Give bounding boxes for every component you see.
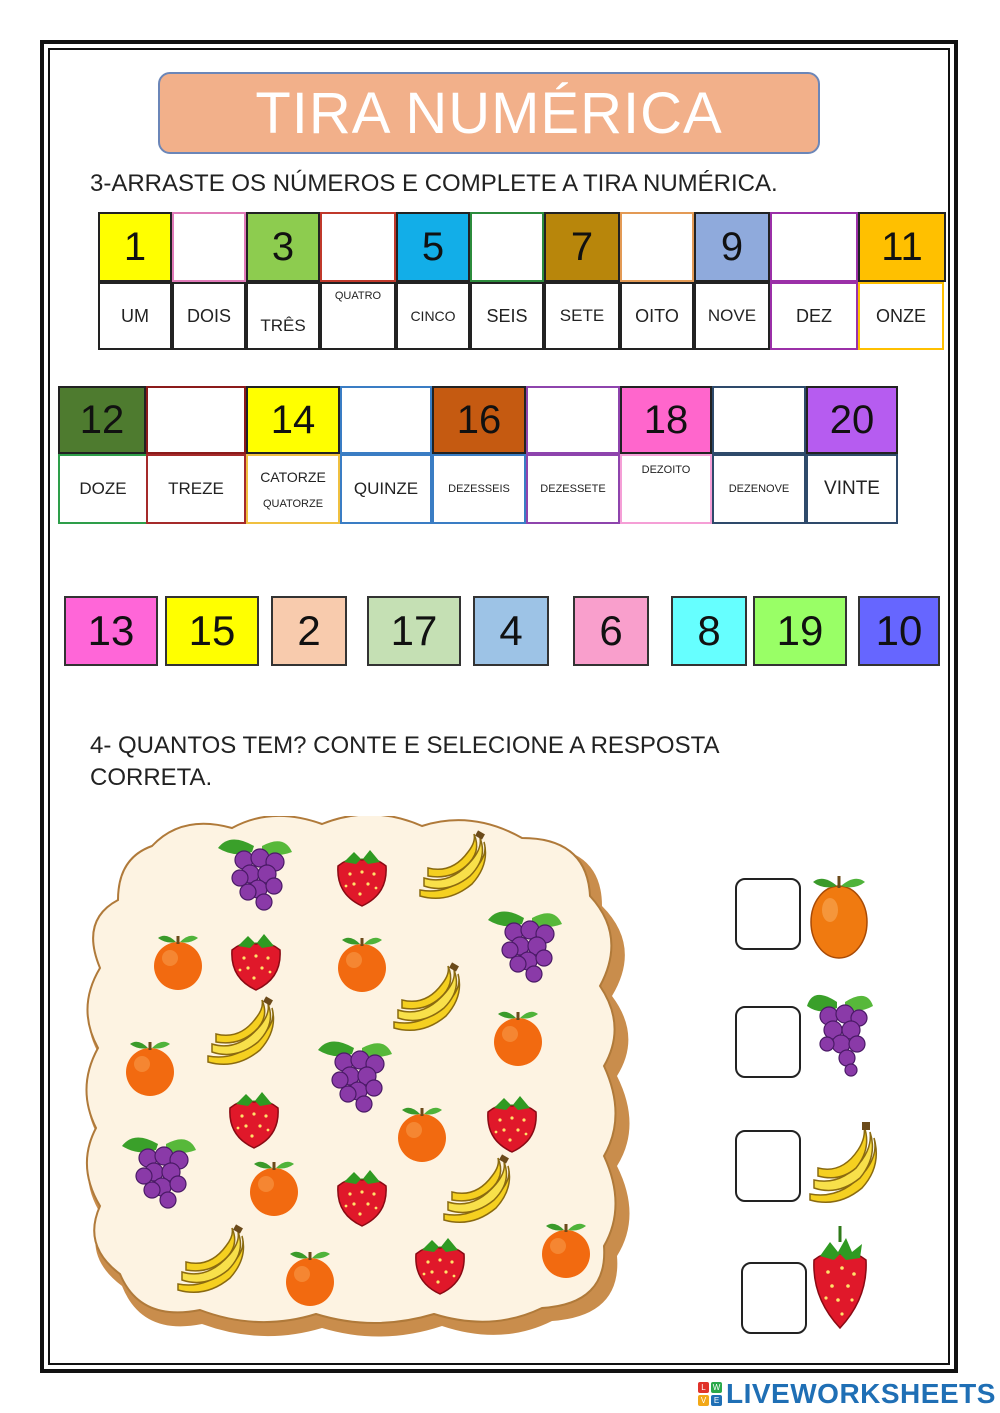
answer-box-orange[interactable] [735, 878, 801, 950]
strip-word-8: OITO [620, 282, 694, 350]
liveworksheets-logo-icon [698, 1382, 722, 1406]
drop-slot-4[interactable] [320, 212, 396, 282]
strip-num-18: 18 [620, 386, 712, 454]
page-title: TIRA NUMÉRICA [255, 80, 723, 146]
strip-num-1: 1 [98, 212, 172, 282]
strip-word-3: TRÊS [246, 282, 320, 350]
drag-tile-10[interactable]: 10 [858, 596, 940, 666]
drag-tile-4[interactable]: 4 [473, 596, 549, 666]
drag-tile-19[interactable]: 19 [753, 596, 847, 666]
q3-instruction: 3-ARRASTE OS NÚMEROS E COMPLETE A TIRA NUMÉRICA. [90, 170, 778, 197]
title-banner [158, 72, 820, 154]
q4-instruction-line1: 4- QUANTOS TEM? CONTE E SELECIONE A RESPOSTA [90, 732, 720, 759]
strip-word-4: QUATRO [320, 282, 396, 350]
strip-num-5: 5 [396, 212, 470, 282]
strip-num-14: 14 [246, 386, 340, 454]
strip-word-11: ONZE [858, 282, 944, 350]
drop-slot-6[interactable] [470, 212, 544, 282]
drop-slot-10[interactable] [770, 212, 858, 282]
strip-num-16: 16 [432, 386, 526, 454]
q4-instruction-line2: CORRETA. [90, 764, 213, 791]
drop-slot-2[interactable] [172, 212, 246, 282]
strip-num-7: 7 [544, 212, 620, 282]
liveworksheets-logo-text: LIVEWORKSHEETS [726, 1378, 996, 1409]
drag-tile-15[interactable]: 15 [165, 596, 259, 666]
strip-word-12: DOZE [58, 454, 148, 524]
q4-instruction [90, 730, 720, 794]
strip-word-20: VINTE [806, 454, 898, 524]
strip-word-6: SEIS [470, 282, 544, 350]
answer-box-banana[interactable] [735, 1130, 801, 1202]
strip-word-14-cell [246, 454, 340, 524]
drop-slot-8[interactable] [620, 212, 694, 282]
banana-icon [806, 1120, 882, 1212]
strip-word-2: DOIS [172, 282, 246, 350]
strip-word-5: CINCO [396, 282, 470, 350]
strip-word-14: CATORZE [260, 468, 326, 485]
strip-word-16: DEZESSEIS [432, 454, 526, 524]
logo-letter-w: W [712, 1383, 721, 1392]
drop-slot-17[interactable] [526, 386, 620, 454]
drop-slot-13[interactable] [146, 386, 246, 454]
strawberry-icon [810, 1222, 870, 1332]
drag-tile-6[interactable]: 6 [573, 596, 649, 666]
drop-slot-15[interactable] [340, 386, 432, 454]
logo-letter-e: E [711, 1395, 722, 1406]
strip-word-17: DEZESSETE [526, 454, 620, 524]
strip-num-11: 11 [858, 212, 946, 282]
drag-tile-2[interactable]: 2 [271, 596, 347, 666]
drop-slot-19[interactable] [712, 386, 806, 454]
strip-word-7: SETE [544, 282, 620, 350]
strip-word-9: NOVE [694, 282, 770, 350]
grapes-icon [806, 984, 876, 1080]
logo-letter-l: L [698, 1382, 709, 1393]
strip-num-12: 12 [58, 386, 146, 454]
answer-box-strawberry[interactable] [741, 1262, 807, 1334]
strip-num-9: 9 [694, 212, 770, 282]
strip-num-3: 3 [246, 212, 320, 282]
drag-tile-13[interactable]: 13 [64, 596, 158, 666]
fruit-cloud [82, 816, 642, 1346]
strip-word-19: DEZENOVE [712, 454, 806, 524]
strip-num-20: 20 [806, 386, 898, 454]
drag-tile-8[interactable]: 8 [671, 596, 747, 666]
strip-word-15: QUINZE [340, 454, 432, 524]
drag-tile-17[interactable]: 17 [367, 596, 461, 666]
strip-word-10: DEZ [770, 282, 858, 350]
logo-letter-v: V [698, 1395, 709, 1406]
strip-word-13: TREZE [146, 454, 246, 524]
strip-word-14-alt: QUATORZE [262, 497, 324, 510]
strip-word-18: DEZOITO [620, 454, 712, 524]
answer-box-grapes[interactable] [735, 1006, 801, 1078]
orange-icon [806, 870, 872, 970]
strip-word-1: UM [98, 282, 172, 350]
liveworksheets-logo [698, 1380, 996, 1408]
